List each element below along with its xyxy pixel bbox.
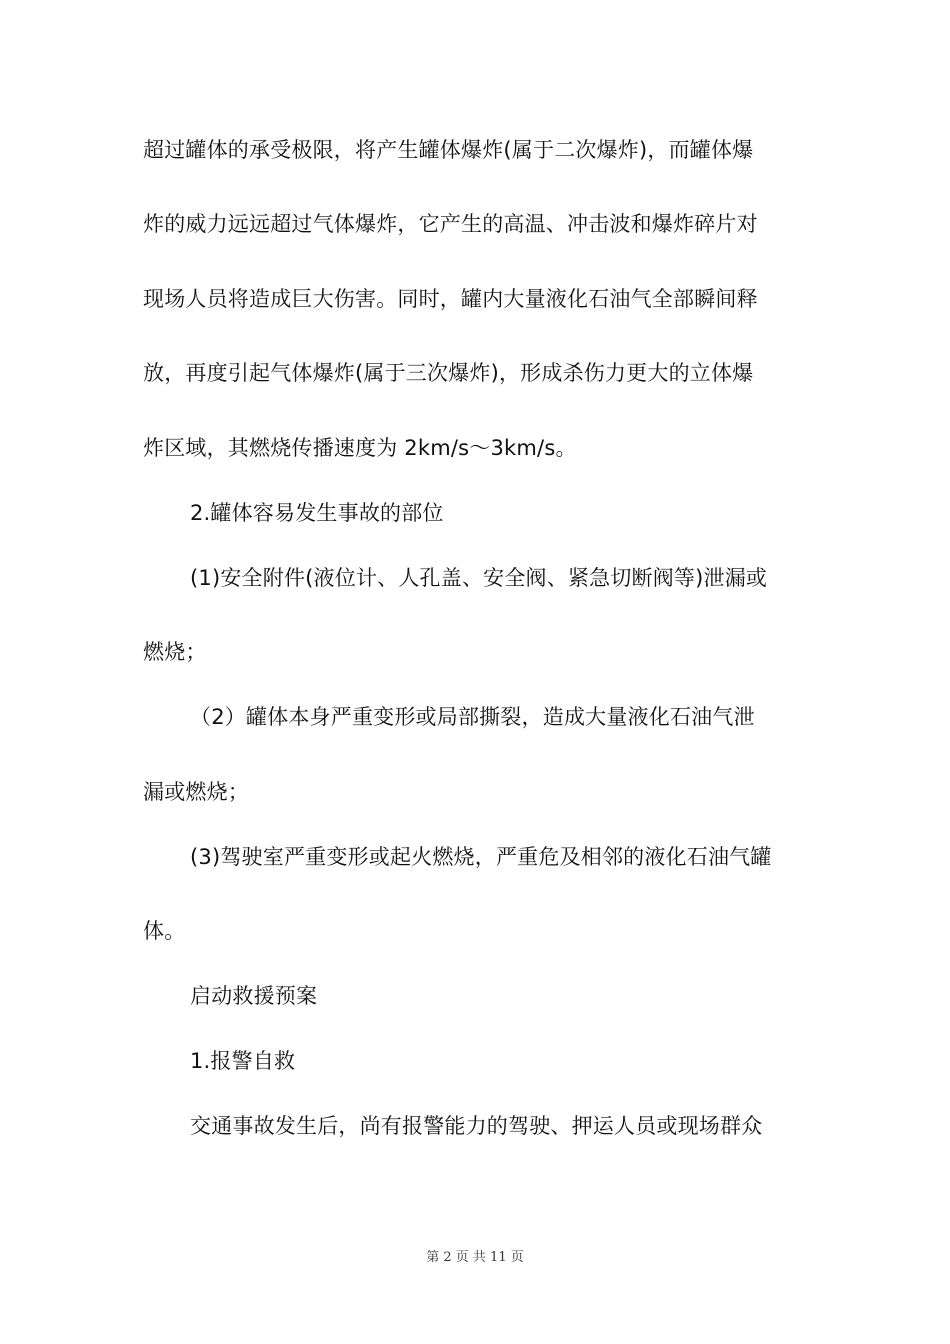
paragraph-line: 炸的威力远远超过气体爆炸，它产生的高温、冲击波和爆炸碎片对 xyxy=(143,212,758,236)
paragraph-line: 现场人员将造成巨大伤害。同时，罐内大量液化石油气全部瞬间释 xyxy=(143,287,758,311)
paragraph-line: 交通事故发生后，尚有报警能力的驾驶、押运人员或现场群众 xyxy=(190,1114,763,1138)
paragraph-line: 体。 xyxy=(143,919,186,943)
paragraph-line: 燃烧； xyxy=(143,640,207,664)
list-item: （2）罐体本身严重变形或局部撕裂，造成大量液化石油气泄 xyxy=(190,705,755,729)
page-number-footer: 第 2 页 共 11 页 xyxy=(426,1250,524,1265)
list-item: (3)驾驶室严重变形或起火燃烧，严重危及相邻的液化石油气罐 xyxy=(190,845,772,869)
paragraph-line: 超过罐体的承受极限，将产生罐体爆炸(属于二次爆炸)，而罐体爆 xyxy=(143,138,754,162)
section-heading: 1.报警自救 xyxy=(190,1049,296,1073)
section-heading: 2.罐体容易发生事故的部位 xyxy=(190,501,444,525)
paragraph-line: 漏或燃烧； xyxy=(143,780,249,804)
paragraph-line: 放，再度引起气体爆炸(属于三次爆炸)，形成杀伤力更大的立体爆 xyxy=(143,361,754,385)
list-item: (1)安全附件(液位计、人孔盖、安全阀、紧急切断阀等)泄漏或 xyxy=(190,566,768,590)
section-heading: 启动救援预案 xyxy=(190,984,318,1008)
paragraph-line: 炸区域，其燃烧传播速度为 2km/s～3km/s。 xyxy=(143,436,577,460)
